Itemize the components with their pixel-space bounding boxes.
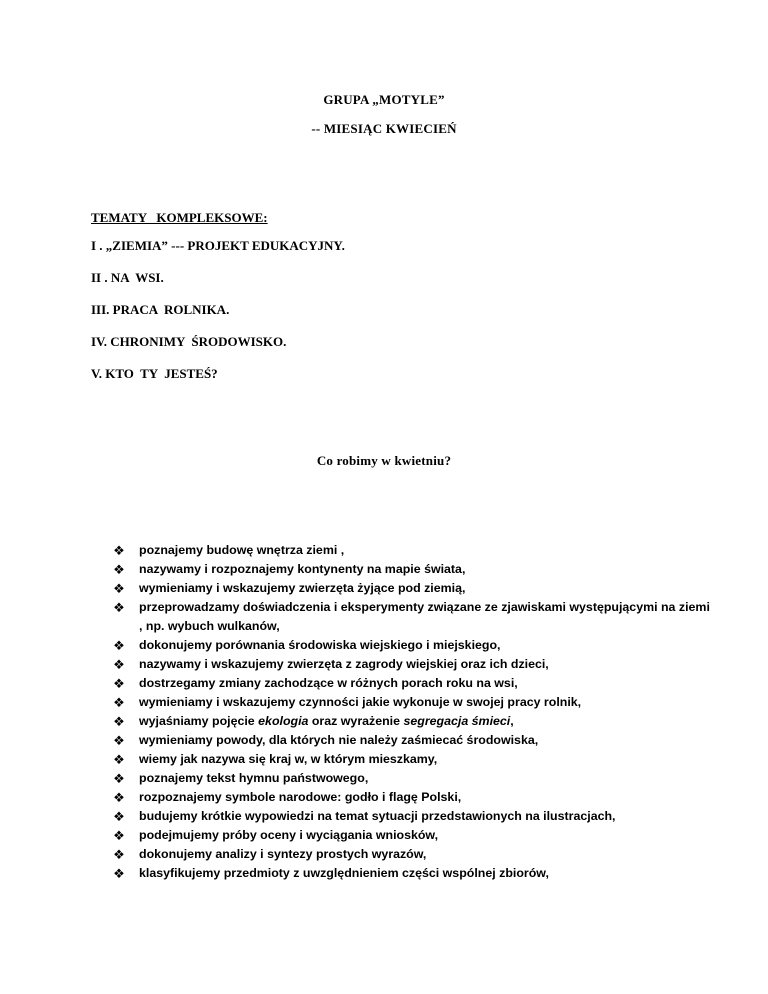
activity-text: wiemy jak nazywa się kraj w, w którym mieszkamy,	[139, 752, 438, 766]
diamond-flower-bullet-icon: ❖	[113, 695, 125, 710]
activity-item	[112, 807, 712, 826]
diamond-flower-bullet-icon: ❖	[113, 543, 125, 558]
diamond-flower-bullet-icon: ❖	[113, 733, 125, 748]
activity-item	[112, 674, 712, 693]
diamond-flower-bullet-icon: ❖	[113, 809, 125, 824]
activity-term-segregacja: segregacja śmieci	[403, 714, 511, 728]
activity-item	[112, 541, 712, 560]
activity-item	[112, 864, 712, 883]
activities-list	[112, 541, 712, 883]
diamond-flower-bullet-icon: ❖	[113, 581, 125, 596]
diamond-flower-bullet-icon: ❖	[113, 657, 125, 672]
activity-text: wymieniamy powody, dla których nie należy zaśmiecać środowiska,	[139, 733, 539, 747]
topics-list	[91, 238, 345, 398]
topic-item: I . „ZIEMIA” --- PROJEKT EDUKACYJNY.	[91, 238, 345, 253]
activity-item	[112, 655, 712, 674]
diamond-flower-bullet-icon: ❖	[113, 828, 125, 843]
topics-heading: TEMATY KOMPLEKSOWE:	[91, 210, 268, 225]
diamond-flower-bullet-icon: ❖	[113, 847, 125, 862]
activity-text: wymieniamy i wskazujemy czynności jakie wykonuje w swojej pracy rolnik,	[139, 695, 582, 709]
diamond-flower-bullet-icon: ❖	[113, 676, 125, 691]
diamond-flower-bullet-icon: ❖	[113, 714, 125, 729]
activity-text: budujemy krótkie wypowiedzi na temat sytuacji przedstawionych na ilustracjach,	[139, 809, 616, 823]
activity-term-ekologia: ekologia	[258, 714, 309, 728]
diamond-flower-bullet-icon: ❖	[113, 638, 125, 653]
activity-text: podejmujemy próby oceny i wyciągania wniosków,	[139, 828, 439, 842]
section-title: Co robimy w kwietniu?	[316, 453, 452, 468]
activity-item	[112, 788, 712, 807]
topic-item: IV. CHRONIMY ŚRODOWISKO.	[91, 334, 287, 349]
activity-text: dostrzegamy zmiany zachodzące w różnych porach roku na wsi,	[139, 676, 518, 690]
topic-item: II . NA WSI.	[91, 270, 164, 285]
activity-text-part: ,	[510, 714, 514, 728]
topic-item: V. KTO TY JESTEŚ?	[91, 366, 218, 381]
document-subtitle: -- MIESIĄC KWIECIEŃ	[311, 121, 457, 136]
activity-text: klasyfikujemy przedmioty z uwzględnieniem części wspólnej zbiorów,	[139, 866, 549, 880]
diamond-flower-bullet-icon: ❖	[113, 600, 125, 615]
activity-text-part: wyjaśniamy pojęcie	[139, 714, 259, 728]
document-title: GRUPA „MOTYLE”	[323, 92, 445, 107]
activity-text: poznajemy tekst hymnu państwowego,	[139, 771, 369, 785]
activity-text: nazywamy i rozpoznajemy kontynenty na mapie świata,	[139, 562, 466, 576]
activity-item	[112, 845, 712, 864]
activity-item	[112, 769, 712, 788]
diamond-flower-bullet-icon: ❖	[113, 562, 125, 577]
activity-text: rozpoznajemy symbole narodowe: godło i flagę Polski,	[139, 790, 462, 804]
activity-item	[112, 693, 712, 712]
activity-text: dokonujemy analizy i syntezy prostych wyrazów,	[139, 847, 427, 861]
activity-text: przeprowadzamy doświadczenia i eksperymenty związane ze zjawiskami występującymi na ziemi , np. wybuch wulkanów,	[139, 600, 710, 633]
activity-item	[112, 560, 712, 579]
activity-item	[112, 712, 712, 731]
activity-item	[112, 731, 712, 750]
activity-text: wymieniamy i wskazujemy zwierzęta żyjące pod ziemią,	[139, 581, 466, 595]
diamond-flower-bullet-icon: ❖	[113, 752, 125, 767]
activity-item	[112, 636, 712, 655]
diamond-flower-bullet-icon: ❖	[113, 790, 125, 805]
topic-item: III. PRACA ROLNIKA.	[91, 302, 230, 317]
activity-text: dokonujemy porównania środowiska wiejskiego i miejskiego,	[139, 638, 501, 652]
activity-item	[112, 750, 712, 769]
activity-item	[112, 826, 712, 845]
diamond-flower-bullet-icon: ❖	[113, 771, 125, 786]
activity-text: nazywamy i wskazujemy zwierzęta z zagrody wiejskiej oraz ich dzieci,	[139, 657, 549, 671]
activity-text: poznajemy budowę wnętrza ziemi ,	[139, 543, 345, 557]
activity-text-part: oraz wyrażenie	[308, 714, 404, 728]
activity-item	[112, 579, 712, 598]
diamond-flower-bullet-icon: ❖	[113, 866, 125, 881]
activity-item	[112, 598, 712, 636]
